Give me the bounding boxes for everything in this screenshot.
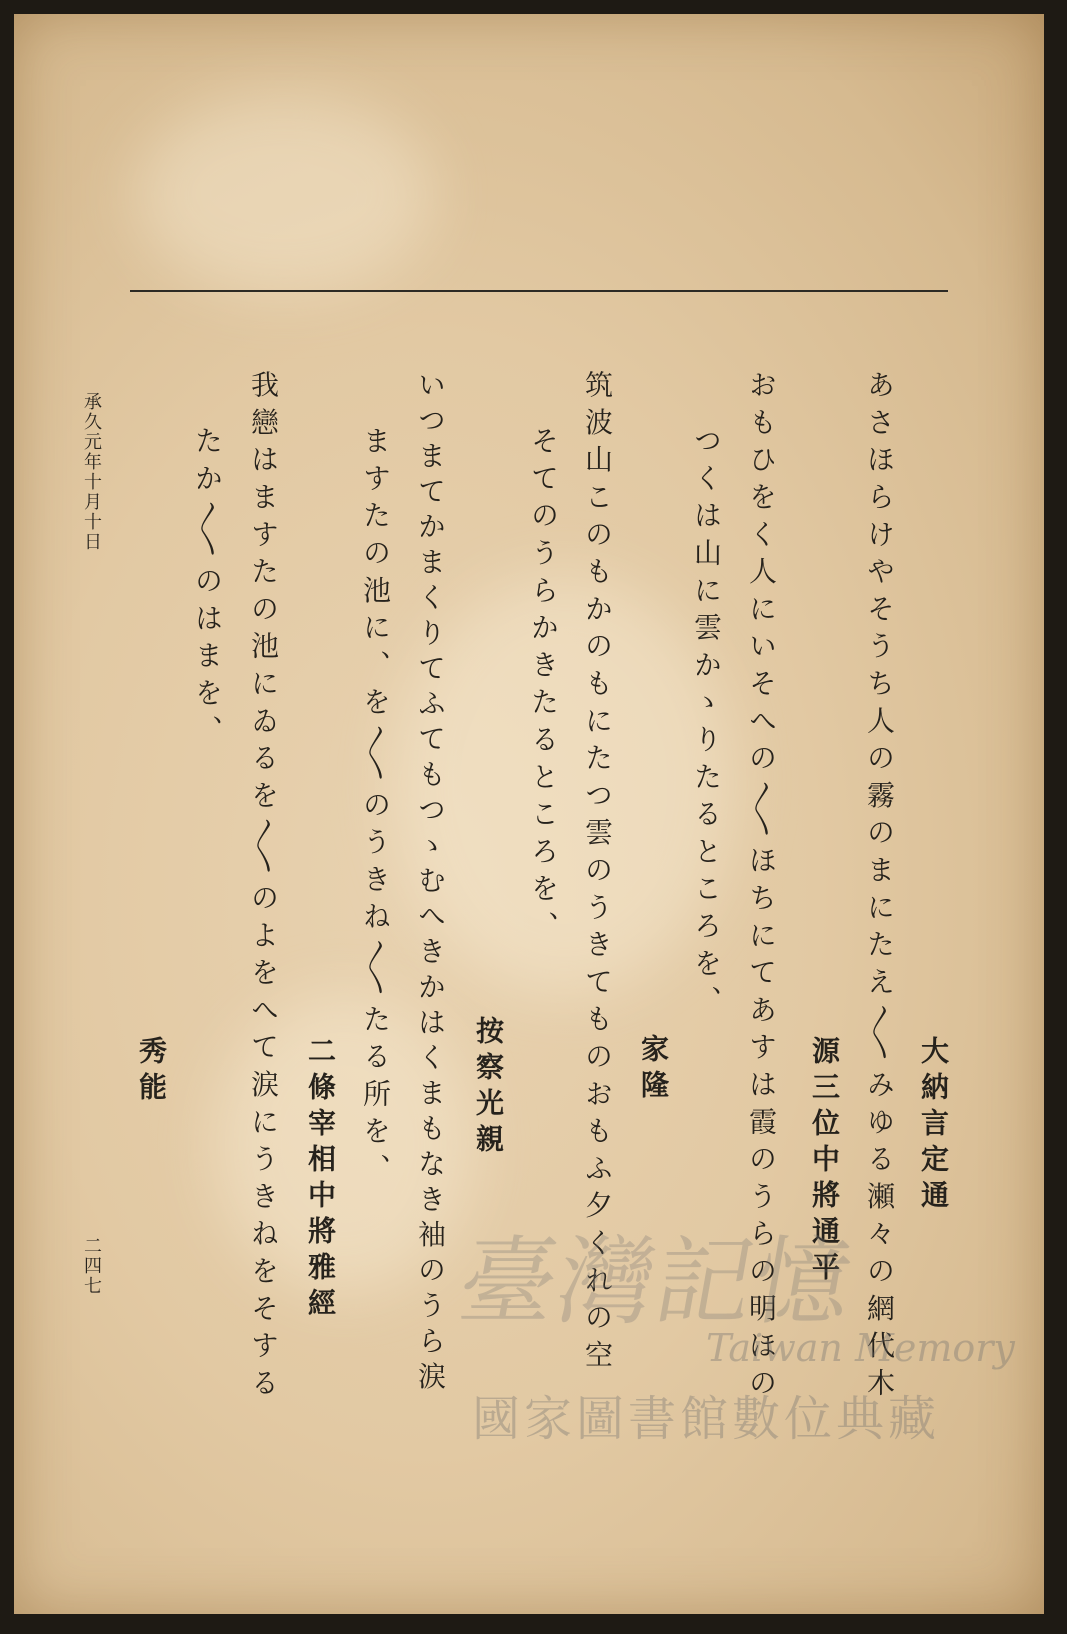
poem-2-line-1: おもひをく人にいそへの〳〵ほちにてあすは霞のうらの明ほの	[745, 370, 778, 1406]
date: 承久元年十月十日	[81, 392, 102, 552]
author-ietaka: 家隆	[637, 1034, 670, 1106]
watermark-title: 臺灣記憶	[450, 1226, 863, 1338]
author-sadamichi: 大納言定通	[917, 1036, 950, 1216]
watermark-org: 國家圖書館數位典藏	[472, 1391, 941, 1447]
poem-5-line-2: たか〳〵のはまを、	[191, 426, 224, 753]
poem-5-line-1: 我戀はますたの池にゐるを〳〵のよをへて涙にうきねをそする	[247, 370, 280, 1406]
poem-4-line-2: ますたの池に、を〳〵のうきね〳〵たる所を、	[359, 426, 392, 1191]
top-rule	[130, 290, 948, 292]
paper-stain	[134, 94, 434, 294]
author-hideyoshi: 秀能	[135, 1036, 168, 1108]
poem-3-line-1: 筑波山このもかのもにたつ雲のうきてものおもふ夕くれの空	[581, 370, 614, 1378]
page-number: 二四七	[81, 1236, 102, 1296]
watermark-subtitle: Taiwan Memory	[706, 1326, 1015, 1370]
poem-2-line-2: つくは山に雲かゝりたるところを、	[690, 426, 723, 1023]
poem-4-line-1: いつまてかまくりてふてもつゝむへきかはくまもなき袖のうら涙	[414, 370, 447, 1397]
author-masatsune: 二條宰相中將雅經	[304, 1036, 337, 1324]
page	[14, 14, 1044, 1614]
author-mitsuchika: 按察光親	[472, 1016, 505, 1160]
poem-3-line-2: そてのうらかきたるところを、	[527, 426, 560, 949]
author-michihira: 源三位中將通平	[808, 1036, 841, 1288]
poem-1-line-1: あさほらけやそうち人の霧のまにたえ〳〵みゆる瀬々の網代木	[863, 370, 896, 1406]
